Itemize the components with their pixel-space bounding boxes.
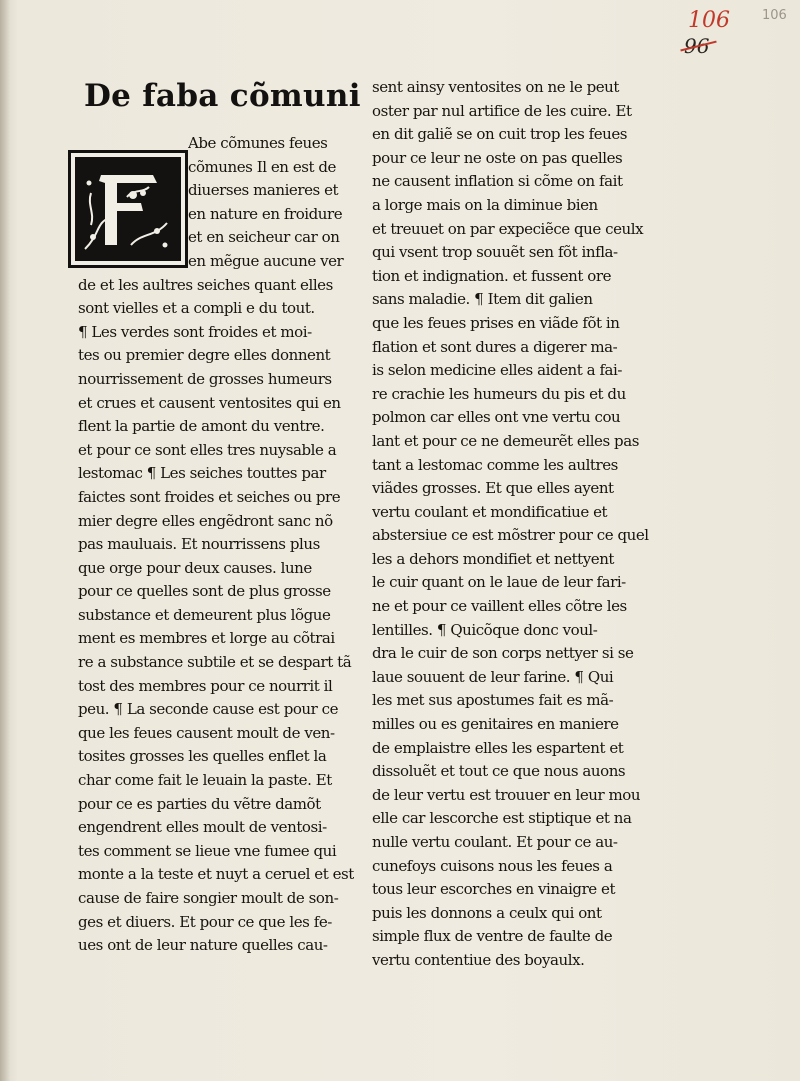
text-line: laue souuent de leur farine. ¶ Qui [372,667,614,686]
text-line: vertu coulant et mondificatiue et [372,502,608,521]
text-line: ges et diuers. Et pour ce que les fe- [78,912,332,931]
page-gutter-shadow [0,0,10,1081]
left-text-column [78,132,354,958]
text-line: et treuuet on par expeciẽce que ceulx [372,219,644,238]
text-line: de leur vertu est trouuer en leur mou [372,785,641,804]
text-line: mier degre elles engẽdront sanc nõ [78,511,333,530]
text-line: ment es membres et lorge au cõtrai [78,629,335,648]
text-line: oster par nul artifice de les cuire. Et [372,101,632,120]
folio-number-pencil: 106 [762,8,787,23]
text-line: dissoluẽt et tout ce que nous auons [372,762,626,781]
text-line: ues ont de leur nature quelles cau- [78,936,328,955]
text-line: cunefoys cuisons nous les feues a [372,856,613,875]
text-line: ne causent inflation si cõme on fait [372,172,623,191]
text-line: engendrent elles moult de ventosi- [78,818,327,837]
text-line: sont vielles et a compli e du tout. [78,299,315,318]
text-line: char come fait le leuain la paste. Et [78,771,332,790]
text-line: en mẽgue aucune ver [188,251,344,270]
text-line: tosites grosses les quelles enflet la [78,747,327,766]
chapter-heading: De faba cõmuni [84,78,361,114]
text-line: flation et sont dures a digerer ma- [372,337,618,356]
text-line: flent la partie de amont du ventre. [78,417,325,436]
text-line: a lorge mais on la diminue bien [372,195,598,214]
text-line: peu. ¶ La seconde cause est pour ce [78,700,339,719]
text-line: is selon medicine elles aident a fai- [372,361,623,380]
text-line: et pour ce sont elles tres nuysable a [78,440,337,459]
folio-number-red: 106 [688,8,730,33]
text-line: ¶ Les verdes sont froides et moi- [78,322,312,341]
text-line: abstersiue ce est mõstrer pour ce quel [372,526,649,545]
text-line: simple flux de ventre de faulte de [372,927,613,946]
text-line: tes ou premier degre elles donnent [78,346,331,365]
text-line: en dit galiẽ se on cuit trop les feues [372,125,628,144]
text-line: milles ou es genitaires en maniere [372,715,619,734]
text-line: lant et pour ce ne demeurẽt elles pas [372,431,639,450]
dropcap-indented-lines [188,132,354,274]
text-line: en nature en froidure [188,204,343,223]
text-line: tion et indignation. et fussent ore [372,266,612,285]
text-line: tes comment se lieue vne fumee qui [78,841,337,860]
text-line: puis les donnons a ceulx qui ont [372,903,602,922]
text-line: pas mauluais. Et nourrissens plus [78,535,320,554]
text-line: lestomac ¶ Les seiches touttes par [78,464,326,483]
text-line: vertu contentiue des boyaulx. [372,950,585,969]
text-line: substance et demeurent plus lõgue [78,605,331,624]
text-line: polmon car elles ont vne vertu cou [372,408,621,427]
text-line: pour ce quelles sont de plus grosse [78,582,331,601]
text-line: et crues et causent ventosites qui en [78,393,341,412]
text-line: et en seicheur car on [188,228,340,247]
text-line: que les feues prises en viãde fõt in [372,313,620,332]
text-line: tost des membres pour ce nourrit il [78,676,333,695]
text-line: que orge pour deux causes. lune [78,558,312,577]
text-line: Abe cõmunes feues [188,134,328,152]
text-line: re a substance subtile et se despart tã [78,653,352,672]
text-line: les a dehors mondifiet et nettyent [372,549,614,568]
text-line: le cuir quant on le laue de leur fari- [372,573,626,592]
text-line: lentilles. ¶ Quicõque donc voul- [372,620,598,639]
text-line: sans maladie. ¶ Item dit galien [372,290,593,309]
text-line: re crachie les humeurs du pis et du [372,384,626,403]
text-line: de emplaistre elles les espartent et [372,738,624,757]
text-line: cause de faire songier moult de son- [78,889,339,907]
text-line: de et les aultres seiches quant elles [78,275,333,294]
text-line: cõmunes Il en est de [188,157,336,176]
folio-number-struck: 96 [684,34,710,58]
text-line: monte a la teste et nuyt a ceruel et est [78,865,354,884]
text-line: viãdes grosses. Et que elles ayent [372,479,614,498]
text-line: les met sus apostumes fait es mã- [372,691,614,710]
text-line: que les feues causent moult de ven- [78,723,335,742]
text-line: nulle vertu coulant. Et pour ce au- [372,833,618,851]
text-line: qui vsent trop souuẽt sen fõt infla- [372,243,618,262]
text-line: ne et pour ce vaillent elles cõtre les [372,597,627,616]
text-line: pour ce leur ne oste on pas quelles [372,148,623,167]
text-line: dra le cuir de son corps nettyer si se [372,644,634,663]
text-line: nourrissement de grosses humeurs [78,369,332,388]
text-line: elle car lescorche est stiptique et na [372,809,632,828]
text-line: sent ainsy ventosites on ne le peut [372,78,619,96]
text-line: tant a lestomac comme les aultres [372,455,618,474]
right-text-column [372,76,652,973]
text-line: faictes sont froides et seiches ou pre [78,487,341,506]
text-line: diuerses manieres et [188,181,339,200]
text-line: tous leur escorches en vinaigre et [372,880,616,899]
text-line: pour ce es parties du vẽtre damõt [78,794,321,813]
